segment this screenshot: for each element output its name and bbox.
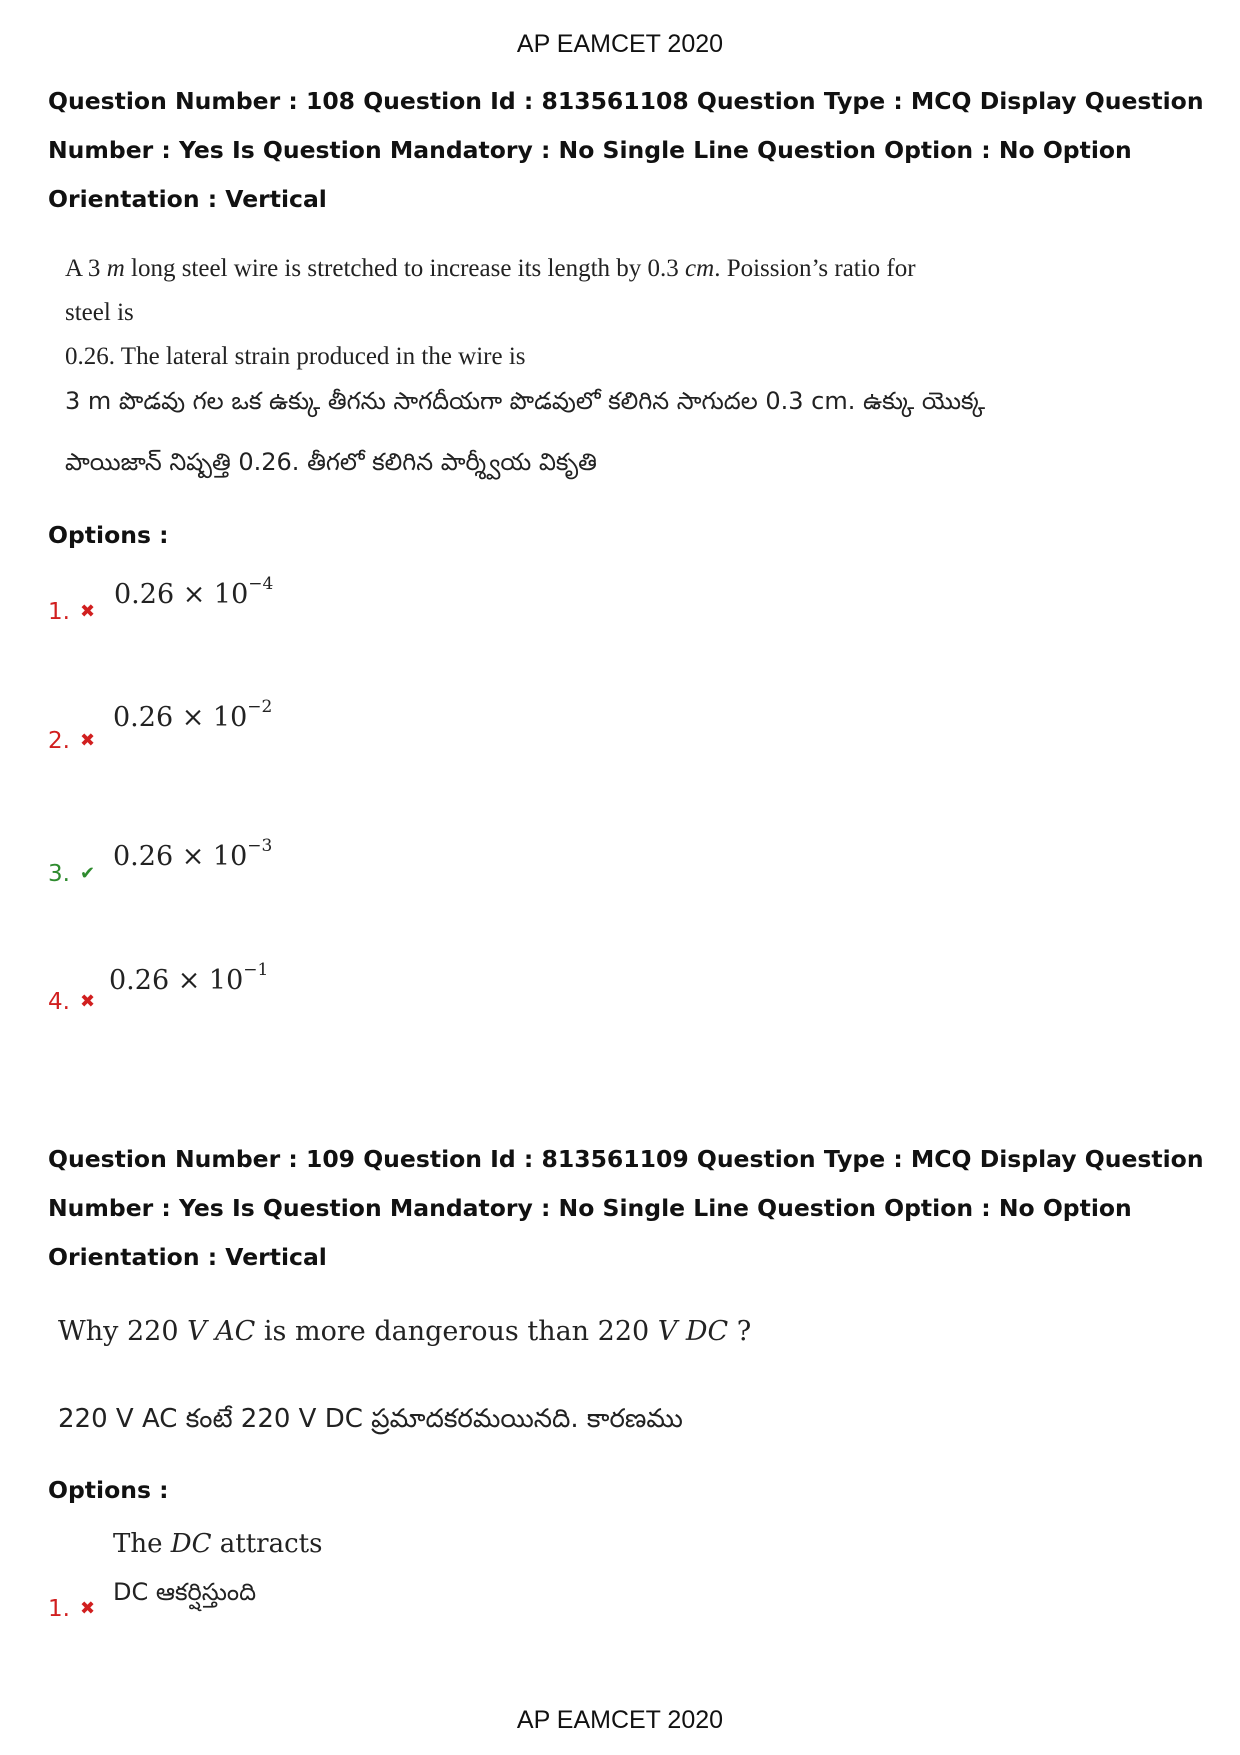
question-109-option-1-english: The DC attracts: [113, 1529, 323, 1559]
question-108-english-line-1: A 3 m long steel wire is stretched to increase its length by 0.3 cm. Poission’s ratio for steel is: [65, 255, 916, 326]
question-108-meta-line-1: Question Number : 108 Question Id : 813561108 Question Type : MCQ Display Question: [48, 87, 1204, 115]
page-footer: AP EAMCET 2020: [516, 1706, 724, 1734]
question-109-option-1-number: 1. ✖: [48, 1596, 96, 1622]
question-108-option-3-number: 3. ✔: [48, 861, 96, 887]
correct-check-icon: ✔: [79, 863, 96, 884]
question-109-meta-line-3: Orientation : Vertical: [48, 1243, 327, 1271]
question-108-options-label: Options :: [48, 521, 169, 549]
question-109-meta-line-2: Number : Yes Is Question Mandatory : No Single Line Question Option : No Option: [48, 1194, 1132, 1222]
question-109-option-1-telugu: DC ఆకర్షిస్తుంది: [113, 1578, 257, 1606]
question-108-option-4[interactable]: $0.26 \times 10^{-1}$: [109, 960, 269, 996]
page-header: AP EAMCET 2020: [516, 30, 724, 58]
question-109-text-telugu: 220 V AC కంటే 220 V DC ప్రమాదకరమయినది. కారణము: [58, 1404, 683, 1434]
question-108-option-1-number: 1. ✖: [48, 599, 96, 625]
question-108-telugu-line-1: 3 m పొడవు గల ఒక ఉక్కు తీగను సాగదీయగా పొడవులో కలిగిన సాగుదల 0.3 cm. ఉక్కు యొక్క: [65, 387, 986, 415]
question-109-option-1[interactable]: [113, 1520, 322, 1616]
question-109-meta: [48, 1135, 1208, 1282]
question-109-options-label: Options :: [48, 1476, 169, 1504]
wrong-mark-icon: ✖: [79, 1598, 96, 1619]
wrong-mark-icon: ✖: [79, 601, 96, 622]
question-108-meta: [48, 77, 1208, 224]
question-108-option-1[interactable]: $0.26 \times 10^{-4}$: [114, 574, 274, 610]
question-109-meta-line-1: Question Number : 109 Question Id : 813561109 Question Type : MCQ Display Question: [48, 1145, 1204, 1173]
wrong-mark-icon: ✖: [79, 991, 96, 1012]
question-108-option-3[interactable]: $0.26 \times 10^{-3}$: [113, 836, 273, 872]
question-108-english-line-2: 0.26. The lateral strain produced in the wire is: [65, 343, 526, 370]
wrong-mark-icon: ✖: [79, 730, 96, 751]
question-109-text-english: Why 220 V AC is more dangerous than 220 V DC ?: [58, 1316, 752, 1347]
question-108-option-2[interactable]: $0.26 \times 10^{-2}$: [113, 697, 273, 733]
question-108-meta-line-3: Orientation : Vertical: [48, 185, 327, 213]
question-108-text-english: [65, 247, 965, 379]
question-108-meta-line-2: Number : Yes Is Question Mandatory : No Single Line Question Option : No Option: [48, 136, 1132, 164]
question-108-telugu-line-2: పాయిజాన్ నిష్పత్తి 0.26. తీగలో కలిగిన పార్శ్వీయ వికృతి: [65, 448, 597, 476]
question-108-option-4-number: 4. ✖: [48, 989, 96, 1015]
question-108-option-2-number: 2. ✖: [48, 728, 96, 754]
